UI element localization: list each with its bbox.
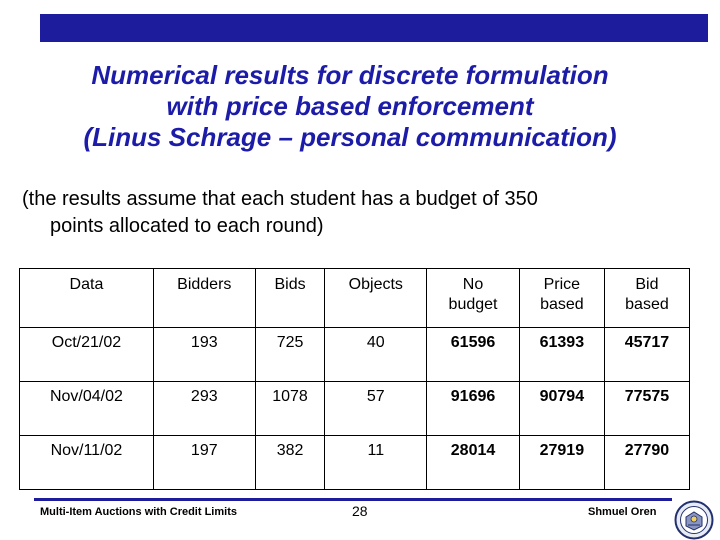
header-bar <box>40 14 708 42</box>
header-objects-line-1: Objects <box>348 276 403 293</box>
cell-bid-based: 77575 <box>604 382 689 436</box>
header-bids <box>255 269 325 328</box>
footer-course-title: Multi-Item Auctions with Credit Limits <box>40 506 237 518</box>
cell-bidders: 293 <box>153 382 255 436</box>
subtitle-line-1: (the results assume that each student has a budget of 350 <box>22 188 538 210</box>
cell-bid-based: 45717 <box>604 328 689 382</box>
cell-price-based: 90794 <box>519 382 604 436</box>
cell-objects: 57 <box>325 382 427 436</box>
cell-date: Nov/04/02 <box>20 382 154 436</box>
cell-bids: 382 <box>255 436 325 490</box>
cell-bids: 725 <box>255 328 325 382</box>
subtitle-line-2: points allocated to each round) <box>50 215 324 237</box>
cell-bidders: 193 <box>153 328 255 382</box>
header-data <box>20 269 154 328</box>
title-line-2: with price based enforcement <box>166 91 534 121</box>
cell-objects: 11 <box>325 436 427 490</box>
cell-bidders: 197 <box>153 436 255 490</box>
cell-price-based: 61393 <box>519 328 604 382</box>
header-bidders-line-1: Bidders <box>177 276 232 293</box>
header-objects <box>325 269 427 328</box>
header-no-budget-line-2: budget <box>448 296 498 313</box>
table-row <box>20 436 690 490</box>
title-line-3: (Linus Schrage – personal communication) <box>83 122 617 152</box>
results-table <box>19 268 690 490</box>
cell-bids: 1078 <box>255 382 325 436</box>
header-price-based-line-2: based <box>540 296 584 313</box>
table-header-row <box>20 269 690 328</box>
header-no-budget <box>427 269 520 328</box>
cell-date: Nov/11/02 <box>20 436 154 490</box>
header-bids-line-1: Bids <box>274 276 306 293</box>
header-price-based-line-1: Price <box>543 276 581 293</box>
cell-price-based: 27919 <box>519 436 604 490</box>
university-seal-icon <box>674 500 714 540</box>
page-number: 28 <box>352 503 368 519</box>
header-price-based <box>519 269 604 328</box>
cell-no-budget: 91696 <box>427 382 520 436</box>
header-bid-based-line-1: Bid <box>635 276 659 293</box>
header-data-line-1: Data <box>69 276 104 293</box>
table-row <box>20 382 690 436</box>
header-bidders <box>153 269 255 328</box>
title-line-1: Numerical results for discrete formulation <box>91 60 609 90</box>
cell-bid-based: 27790 <box>604 436 689 490</box>
cell-date: Oct/21/02 <box>20 328 154 382</box>
header-bid-based <box>604 269 689 328</box>
cell-no-budget: 61596 <box>427 328 520 382</box>
table-row <box>20 328 690 382</box>
footer-author: Shmuel Oren <box>588 506 657 518</box>
slide-title <box>0 60 700 153</box>
cell-objects: 40 <box>325 328 427 382</box>
header-no-budget-line-1: No <box>462 276 484 293</box>
slide-subtitle <box>22 186 702 240</box>
footer-divider <box>34 498 672 501</box>
header-bid-based-line-2: based <box>625 296 669 313</box>
cell-no-budget: 28014 <box>427 436 520 490</box>
